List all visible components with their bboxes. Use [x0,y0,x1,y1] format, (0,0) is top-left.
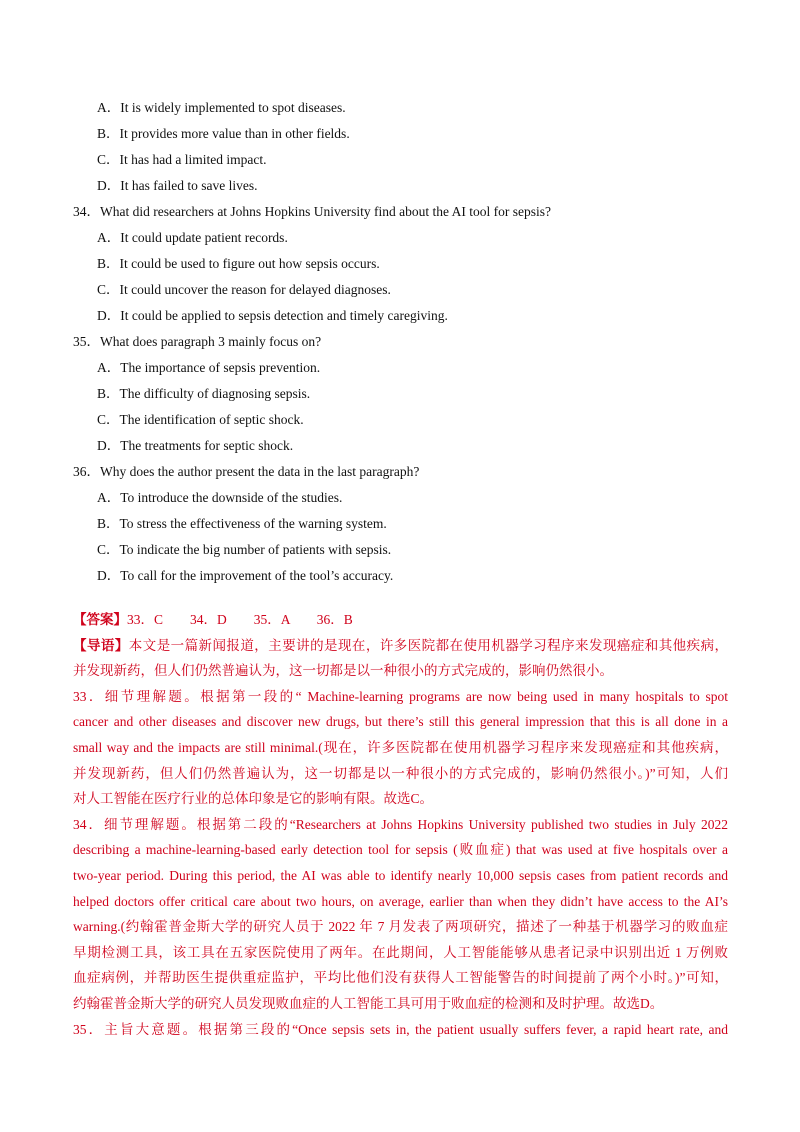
guide-line: 并发现新药，但人们仍然普遍认为，这一切都是以一种很小的方式完成的，影响仍然很小。 [73,663,613,679]
option: B．It could be used to figure out how sepsis occurs. [97,256,380,271]
guide-line [73,633,728,659]
option: D．The treatments for septic shock. [97,438,294,453]
explanation-line: warning.(约翰霍普金斯大学的研究人员于 2022 年 7 月发表了两项研究，描述了一种基于机器学习的败血症 [73,919,728,935]
option: C．The identification of septic shock. [97,412,304,427]
explanation-line: 早期检测工具，该工具在五家医院使用了两年。在此期间，人工智能能够从患者记录中识别出近 1 万例败 [73,944,728,960]
option: B．It provides more value than in other fields. [97,126,350,141]
option: C．To indicate the big number of patients with sepsis. [97,542,392,557]
explanation-line: describing a machine-learning-based early detection tool for sepsis (败血症) that was used at five hospitals over a [73,842,728,858]
option: A．It could update patient records. [97,230,288,245]
answer-key: 33．C 34．D 35．A 36．B [127,612,353,627]
question-stem: 36．Why does the author present the data in the last paragraph? [73,464,420,479]
explanation-line: 对人工智能在医疗行业的总体印象是它的影响有限。故选C。 [73,791,434,807]
answer-label: 【答案】 [73,612,127,627]
question-list [73,95,733,589]
option: B．The difficulty of diagnosing sepsis. [97,386,311,401]
option: A．It is widely implemented to spot diseases. [97,100,346,115]
explanation-line: 血症病例，并帮助医生提供重症监护，平均比他们没有获得人工智能警告的时间提前了两个小时。)”可知， [73,970,728,986]
question-stem: 35．What does paragraph 3 mainly focus on? [73,334,322,349]
explanation-line: small way and the impacts are still minimal.(现在，许多医院都在使用机器学习程序来发现癌症和其他疾病， [73,739,728,755]
option: A．To introduce the downside of the studies. [97,490,343,505]
question-stem: 34．What did researchers at Johns Hopkins University find about the AI tool for sepsis? [73,204,552,219]
explanation-line: helped doctors offer critical care about two hours, on average, earlier than when they didn’t have access to the AI’s [73,893,728,909]
explanation-line: 35．主旨大意题。根据第三段的“Once sepsis sets in, the patient usually suffers fever, a rapid heart rate, and [73,1021,728,1037]
option: C．It could uncover the reason for delayed diagnoses. [97,282,391,297]
answer-key-line [73,607,728,633]
guide-label: 【导语】 [73,637,129,653]
explanation-line: cancer and other diseases and discover new drugs, but there’s still this general impression that this is all done in a [73,714,728,730]
option: B．To stress the effectiveness of the warning system. [97,516,387,531]
guide-text: 本文是一篇新闻报道，主要讲的是现在，许多医院都在使用机器学习程序来发现癌症和其他疾病， [128,637,729,653]
option: D．It has failed to save lives. [97,178,258,193]
option: C．It has had a limited impact. [97,152,267,167]
answer-section [73,607,728,1042]
option: D．It could be applied to sepsis detection and timely caregiving. [97,308,448,323]
explanation-line: 34．细节理解题。根据第二段的“Researchers at Johns Hopkins University published two studies in July 2022 [73,816,728,832]
option: A．The importance of sepsis prevention. [97,360,321,375]
explanation-line: 并发现新药，但人们仍然普遍认为，这一切都是以一种很小的方式完成的，影响仍然很小。)”可知，人们 [73,765,728,781]
explanation-line: 约翰霍普金斯大学的研究人员发现败血症的人工智能工具可用于败血症的检测和及时护理。故选D。 [73,995,664,1011]
option: D．To call for the improvement of the tool’s accuracy. [97,568,394,583]
explanation-line: two-year period. During this period, the AI was able to identify nearly 10,000 sepsis cases from patient records and [73,867,728,883]
explanation-line: 33．细节理解题。根据第一段的“ Machine-learning programs are now being used in many hospitals to spot [73,688,728,704]
